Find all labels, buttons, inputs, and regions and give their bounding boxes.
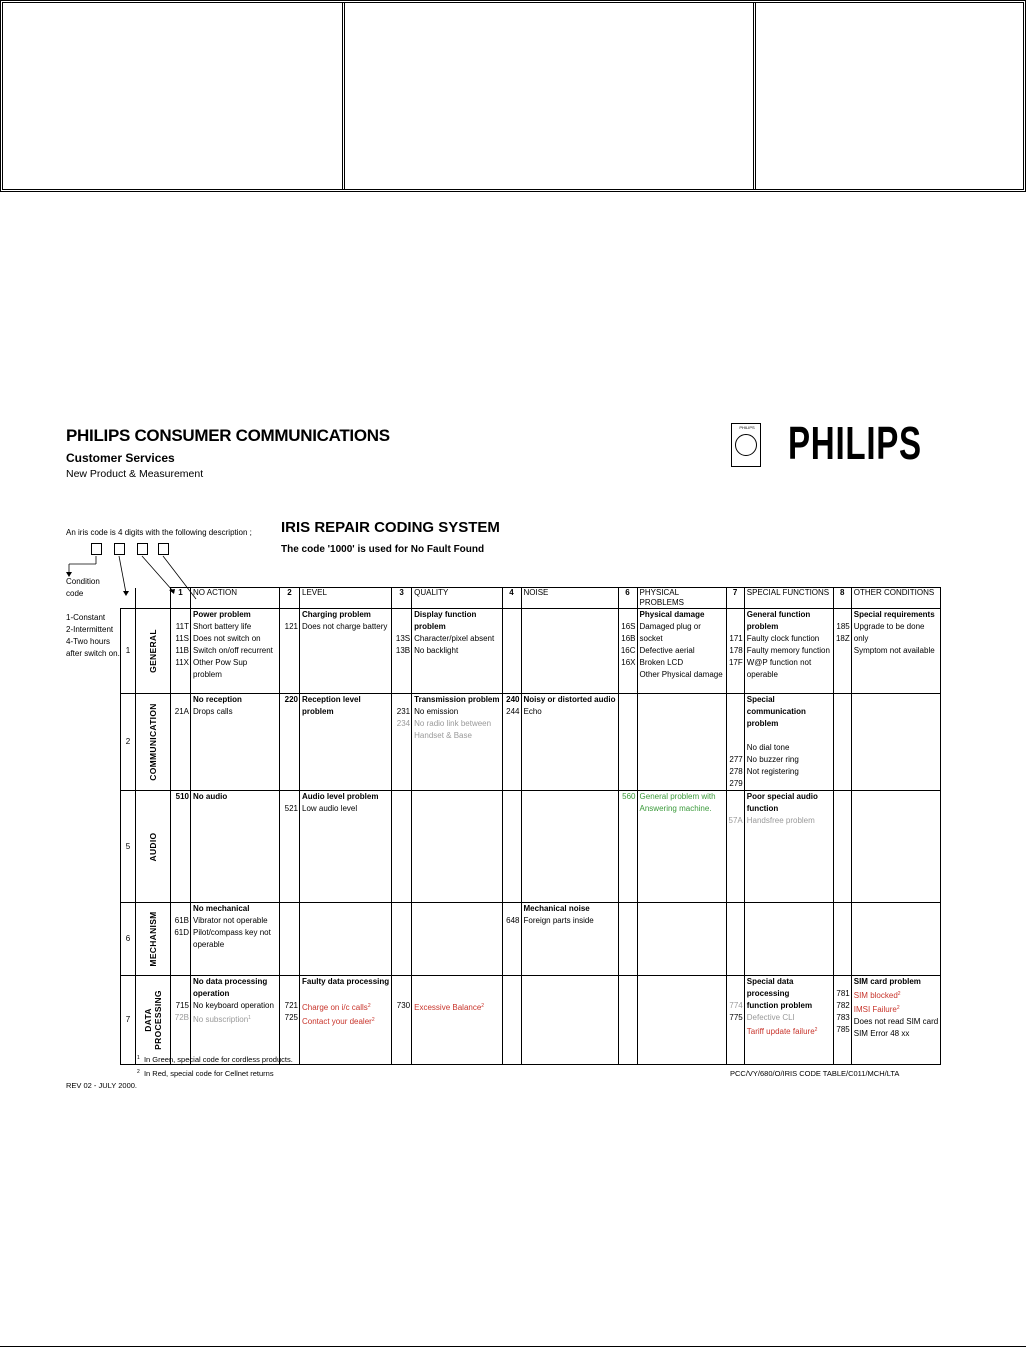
code-cell: 57A bbox=[726, 791, 744, 903]
desc-heading: Physical damage bbox=[639, 610, 705, 619]
desc-cell bbox=[851, 609, 940, 694]
code-value: 244 bbox=[506, 707, 520, 716]
column-label: OTHER CONDITIONS bbox=[851, 588, 940, 609]
desc-heading: General function problem bbox=[746, 610, 811, 631]
desc-text-cordless: No radio link between Handset & Base bbox=[414, 719, 492, 740]
footnote-mark: 1 bbox=[137, 1055, 140, 1061]
desc-heading: No audio bbox=[193, 792, 228, 801]
desc-cell bbox=[744, 976, 833, 1065]
table-row bbox=[121, 976, 941, 1065]
desc-text-cellnet bbox=[854, 1002, 938, 1016]
condition-label-line: code bbox=[66, 589, 84, 598]
desc-heading: Poor special audio function bbox=[746, 792, 818, 813]
desc-cell bbox=[300, 976, 392, 1065]
page-title: IRIS REPAIR CODING SYSTEM bbox=[281, 519, 500, 536]
desc-heading: SIM card problem bbox=[853, 977, 921, 986]
desc-heading: No mechanical bbox=[193, 904, 250, 913]
footnote-ref: 2 bbox=[367, 1003, 371, 1009]
column-number: 7 bbox=[726, 588, 744, 609]
code-cell: 11T 11S 11B 11X bbox=[171, 609, 191, 694]
footnote-red bbox=[137, 1069, 274, 1078]
column-label: QUALITY bbox=[412, 588, 502, 609]
desc-cell bbox=[521, 903, 618, 976]
desc-heading: No reception bbox=[193, 695, 242, 704]
category-label: COMMUNICATION bbox=[148, 703, 158, 781]
code-cell: 16S 16B 16C 16X bbox=[618, 609, 637, 694]
table-row bbox=[121, 609, 941, 694]
desc-text-cellnet bbox=[302, 988, 389, 1014]
code-cell: 171 178 17F bbox=[726, 609, 744, 694]
code-cell bbox=[502, 791, 521, 903]
desc-cell bbox=[300, 694, 392, 791]
column-number: 3 bbox=[392, 588, 412, 609]
code-cell: 648 bbox=[502, 903, 521, 976]
condition-label-line: Condition bbox=[66, 577, 100, 586]
desc-cell bbox=[521, 609, 618, 694]
row-number: 5 bbox=[121, 791, 136, 903]
desc-heading: Audio level problem bbox=[302, 792, 379, 801]
desc-cell bbox=[412, 976, 502, 1065]
footnote-ref: 1 bbox=[248, 1015, 251, 1021]
company-name: PHILIPS CONSUMER COMMUNICATIONS bbox=[66, 426, 390, 445]
desc-cell bbox=[191, 791, 280, 903]
desc-text: Character/pixel absent No backlight bbox=[414, 634, 495, 655]
condition-item: 4-Two hours bbox=[66, 637, 111, 646]
desc-text: Does not charge battery bbox=[302, 622, 388, 631]
desc-text: No dial tone No buzzer ring Not registering bbox=[746, 743, 799, 776]
arrow-head bbox=[66, 572, 72, 577]
header-blank bbox=[121, 588, 136, 609]
column-label: NOISE bbox=[521, 588, 618, 609]
desc-text: No keyboard operation bbox=[193, 1001, 274, 1010]
code-value-cordless: 774 bbox=[729, 1001, 743, 1010]
desc-cell bbox=[191, 694, 280, 791]
desc-text-cellnet-value: Tariff update failure bbox=[746, 1027, 815, 1036]
desc-heading: Mechanical noise bbox=[523, 904, 590, 913]
desc-text: Drops calls bbox=[193, 707, 233, 716]
category-label: MECHANISM bbox=[148, 911, 158, 967]
desc-cell bbox=[412, 903, 502, 976]
seal-text: PHILIPS bbox=[739, 425, 755, 430]
table-row bbox=[121, 791, 941, 903]
desc-text: Faulty clock function Faulty memory function W@P function not operable bbox=[746, 634, 830, 679]
iris-code-table bbox=[120, 587, 941, 1065]
desc-cell bbox=[191, 609, 280, 694]
desc-text-cellnet-value: IMSI Failure bbox=[853, 1005, 897, 1014]
desc-cell bbox=[300, 609, 392, 694]
code-cell bbox=[726, 976, 744, 1065]
code-value-cordless: 234 bbox=[396, 719, 411, 728]
philips-wordmark: PHILIPS bbox=[788, 417, 922, 469]
desc-heading: Transmission problem bbox=[414, 695, 500, 704]
code-cell: 730 bbox=[392, 976, 412, 1065]
footnote-ref: 2 bbox=[371, 1017, 375, 1023]
desc-text-cellnet bbox=[747, 1024, 831, 1038]
desc-text: Does not read SIM card bbox=[853, 1017, 939, 1026]
table-row bbox=[121, 903, 941, 976]
code-cell: 721 725 bbox=[280, 976, 300, 1065]
footnote-text: In Red, special code for Cellnet returns bbox=[143, 1069, 274, 1078]
desc-cell bbox=[744, 903, 833, 976]
column-label: NO ACTION bbox=[191, 588, 280, 609]
desc-cell bbox=[412, 791, 502, 903]
code-cell: 13S 13B bbox=[392, 609, 412, 694]
row-number: 7 bbox=[121, 976, 136, 1065]
desc-text-cellnet bbox=[854, 988, 938, 1002]
document-reference: PCC/VY/680/O/IRIS CODE TABLE/C011/MCH/LTA bbox=[730, 1069, 900, 1078]
code-value: 715 bbox=[175, 1001, 189, 1010]
desc-cell bbox=[851, 903, 940, 976]
row-category bbox=[136, 791, 171, 903]
desc-cell bbox=[851, 694, 940, 791]
desc-cell bbox=[851, 976, 940, 1065]
table-row bbox=[121, 694, 941, 791]
desc-cell bbox=[637, 694, 726, 791]
desc-text-cellnet-value: SIM blocked bbox=[853, 991, 898, 1000]
desc-cell bbox=[851, 791, 940, 903]
code-cell bbox=[726, 903, 744, 976]
desc-text-cordless: General problem with Answering machine. bbox=[639, 792, 716, 813]
footnote-mark: 2 bbox=[137, 1069, 140, 1075]
category-label-line: DATA bbox=[143, 1008, 153, 1032]
desc-cell bbox=[744, 694, 833, 791]
desc-heading: Power problem bbox=[193, 610, 251, 619]
category-label-line: PROCESSING bbox=[153, 990, 163, 1050]
code-cell: 510 bbox=[171, 791, 191, 903]
code-cell bbox=[833, 694, 851, 791]
desc-heading: Special requirements bbox=[853, 610, 935, 619]
desc-text-cellnet-value: Excessive Balance bbox=[414, 1003, 482, 1012]
code-cell: 121 bbox=[280, 609, 300, 694]
code-cell bbox=[171, 976, 191, 1065]
desc-heading: Display function problem bbox=[414, 610, 477, 631]
code-cell: 220 bbox=[280, 694, 300, 791]
code-cell bbox=[392, 694, 412, 791]
column-label: SPECIAL FUNCTIONS bbox=[744, 588, 833, 609]
condition-item: 2-Intermittent bbox=[66, 625, 114, 634]
no-fault-note: The code '1000' is used for No Fault Found bbox=[281, 544, 485, 555]
desc-text: Low audio level bbox=[302, 804, 358, 813]
column-label: LEVEL bbox=[300, 588, 392, 609]
code-cell bbox=[502, 976, 521, 1065]
desc-text-cellnet-value: Contact your dealer bbox=[302, 1017, 372, 1026]
code-cell bbox=[618, 976, 637, 1065]
footnote-ref: 2 bbox=[896, 1005, 900, 1011]
desc-cell bbox=[521, 791, 618, 903]
row-number: 2 bbox=[121, 694, 136, 791]
desc-text-cordless: Handsfree problem bbox=[746, 816, 815, 825]
category-label bbox=[143, 990, 163, 1050]
desc-cell bbox=[300, 903, 392, 976]
footnote-green bbox=[137, 1055, 293, 1064]
code-value-cordless: 72B bbox=[174, 1013, 189, 1022]
desc-text-cellnet-value: Charge on i/c calls bbox=[302, 1003, 368, 1012]
desc-cell bbox=[637, 609, 726, 694]
code-cell: 277 278 279 bbox=[726, 694, 744, 791]
desc-text-cordless-value: No subscription bbox=[193, 1015, 249, 1024]
code-value: 231 bbox=[396, 707, 411, 716]
code-cell bbox=[502, 609, 521, 694]
desc-text: SIM Error 48 xx bbox=[853, 1029, 910, 1038]
column-number: 8 bbox=[833, 588, 851, 609]
column-number: 2 bbox=[280, 588, 300, 609]
code-cell: 21A bbox=[171, 694, 191, 791]
desc-cell bbox=[637, 976, 726, 1065]
desc-text-cordless: Defective CLI bbox=[746, 1013, 795, 1022]
desc-cell bbox=[191, 976, 280, 1065]
desc-text-cordless bbox=[193, 1012, 277, 1026]
desc-text: Vibrator not operable Pilot/compass key not operable bbox=[193, 916, 271, 949]
code-cell bbox=[392, 791, 412, 903]
code-cell bbox=[833, 903, 851, 976]
code-cell: 560 bbox=[618, 791, 637, 903]
code-cell bbox=[833, 791, 851, 903]
column-number: 1 bbox=[171, 588, 191, 609]
code-cell bbox=[280, 903, 300, 976]
bottom-rule bbox=[0, 1346, 1026, 1347]
code-cell: 185 18Z bbox=[833, 609, 851, 694]
desc-heading: Special communication problem bbox=[746, 695, 806, 728]
desc-cell bbox=[412, 609, 502, 694]
code-value: 775 bbox=[729, 1013, 743, 1022]
desc-cell bbox=[412, 694, 502, 791]
iris-description: An iris code is 4 digits with the following description ; bbox=[66, 528, 252, 537]
code-cell: 781 782 783 785 bbox=[833, 976, 851, 1065]
footnote-ref: 2 bbox=[897, 991, 901, 997]
desc-cell bbox=[300, 791, 392, 903]
subdepartment: New Product & Measurement bbox=[66, 468, 204, 480]
column-number: 4 bbox=[502, 588, 521, 609]
desc-heading: Charging problem bbox=[302, 610, 371, 619]
department: Customer Services bbox=[66, 451, 175, 465]
row-category bbox=[136, 609, 171, 694]
desc-text: No emission bbox=[414, 707, 459, 716]
row-category bbox=[136, 976, 171, 1065]
desc-heading: Noisy or distorted audio bbox=[523, 695, 616, 704]
desc-text-cellnet bbox=[414, 976, 499, 1014]
code-cell bbox=[618, 694, 637, 791]
condition-item: 1-Constant bbox=[66, 613, 106, 622]
footnote-text: In Green, special code for cordless products. bbox=[143, 1055, 293, 1064]
row-category bbox=[136, 694, 171, 791]
code-cell: 61B 61D bbox=[171, 903, 191, 976]
desc-cell bbox=[637, 903, 726, 976]
desc-cell bbox=[637, 791, 726, 903]
desc-cell bbox=[744, 791, 833, 903]
desc-text: Upgrade to be done only Symptom not available bbox=[853, 622, 935, 655]
desc-heading: Faulty data processing bbox=[302, 977, 390, 986]
desc-cell bbox=[521, 694, 618, 791]
arrow-line bbox=[142, 556, 172, 590]
code-cell bbox=[502, 694, 521, 791]
desc-text: Echo bbox=[523, 707, 542, 716]
desc-cell bbox=[744, 609, 833, 694]
code-value: 240 bbox=[506, 695, 520, 704]
desc-text: Foreign parts inside bbox=[523, 916, 594, 925]
category-label: GENERAL bbox=[148, 629, 158, 673]
row-category bbox=[136, 903, 171, 976]
footnote-ref: 2 bbox=[814, 1027, 818, 1033]
code-cell: 521 bbox=[280, 791, 300, 903]
table-header-row bbox=[121, 588, 941, 609]
desc-heading: Special data processing function problem bbox=[746, 977, 813, 1010]
row-number: 6 bbox=[121, 903, 136, 976]
code-cell bbox=[392, 903, 412, 976]
code-cell bbox=[618, 903, 637, 976]
desc-heading: No data processing operation bbox=[193, 977, 268, 998]
column-label: PHYSICAL PROBLEMS bbox=[637, 588, 726, 609]
condition-item: after switch on. bbox=[66, 649, 120, 658]
desc-cell bbox=[521, 976, 618, 1065]
desc-cell bbox=[191, 903, 280, 976]
header-blank bbox=[136, 588, 171, 609]
desc-text: Damaged plug or socket Defective aerial Broken LCD Other Physical damage bbox=[639, 622, 723, 679]
revision-note: REV 02 - JULY 2000. bbox=[66, 1081, 138, 1090]
footnote-ref: 2 bbox=[481, 1003, 485, 1009]
desc-heading: Reception level problem bbox=[302, 695, 361, 716]
category-label: AUDIO bbox=[148, 832, 158, 861]
row-number: 1 bbox=[121, 609, 136, 694]
column-number: 6 bbox=[618, 588, 637, 609]
desc-text-cellnet bbox=[302, 1014, 389, 1028]
desc-text: Short battery life Does not switch on Switch on/off recurrent Other Pow Sup problem bbox=[193, 622, 273, 679]
